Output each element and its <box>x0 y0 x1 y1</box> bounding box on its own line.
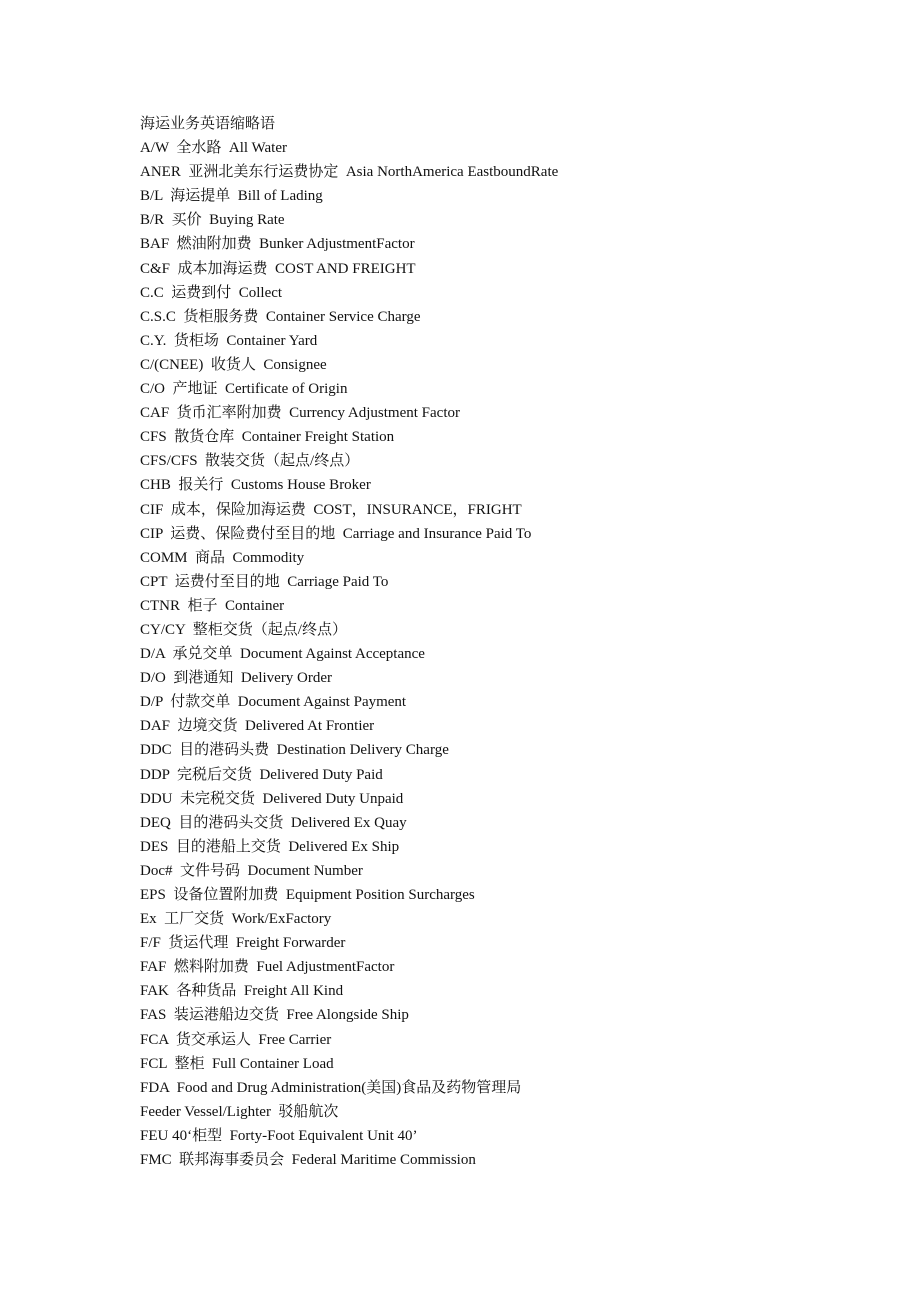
glossary-entry: FAF 燃料附加费 Fuel AdjustmentFactor <box>140 959 395 976</box>
glossary-entry: CIP 运费、保险费付至目的地 Carriage and Insurance Paid To <box>140 525 532 542</box>
glossary-entry: Feeder Vessel/Lighter 驳船航次 <box>140 1103 339 1120</box>
glossary-entry: BAF 燃油附加费 Bunker AdjustmentFactor <box>140 236 415 253</box>
glossary-entry: FAK 各种货品 Freight All Kind <box>140 983 344 1000</box>
glossary-entry: CY/CY 整柜交货（起点/终点） <box>140 621 347 638</box>
glossary-entry: A/W 全水路 All Water <box>140 140 287 157</box>
document-title: 海运业务英语缩略语 <box>140 116 276 132</box>
glossary-entry: C/(CNEE) 收货人 Consignee <box>140 356 327 373</box>
glossary-entry: C&F 成本加海运费 COST AND FREIGHT <box>140 260 416 277</box>
glossary-entry: Doc# 文件号码 Document Number <box>140 862 363 879</box>
glossary-entry: FCL 整柜 Full Container Load <box>140 1055 334 1072</box>
glossary-entry: C.C 运费到付 Collect <box>140 284 283 301</box>
glossary-entry: C.Y. 货柜场 Container Yard <box>140 332 318 349</box>
glossary-entry: DDP 完税后交货 Delivered Duty Paid <box>140 766 383 783</box>
glossary-entry: C.S.C 货柜服务费 Container Service Charge <box>140 308 421 325</box>
glossary-entry: CIF 成本，保险加海运费 COST，INSURANCE，FRIGHT <box>140 501 522 518</box>
glossary-entry: DDC 目的港码头费 Destination Delivery Charge <box>140 742 449 759</box>
glossary-entry: FAS 装运港船边交货 Free Alongside Ship <box>140 1007 409 1024</box>
glossary-entry: CFS/CFS 散装交货（起点/终点） <box>140 453 360 470</box>
glossary-entry: CAF 货币汇率附加费 Currency Adjustment Factor <box>140 405 460 422</box>
glossary-entry: CFS 散货仓库 Container Freight Station <box>140 429 395 446</box>
glossary-entry: DAF 边境交货 Delivered At Frontier <box>140 718 375 735</box>
glossary-entry: FDA Food and Drug Administration(美国)食品及药物管理局 <box>140 1079 522 1096</box>
glossary-entry: EPS 设备位置附加费 Equipment Position Surcharges <box>140 887 475 903</box>
glossary-entry: CTNR 柜子 Container <box>140 597 285 614</box>
glossary-entry: B/L 海运提单 Bill of Lading <box>140 188 323 205</box>
glossary-entry: Ex 工厂交货 Work/ExFactory <box>140 911 332 928</box>
glossary-entry: D/P 付款交单 Document Against Payment <box>140 694 407 711</box>
glossary-entry: CHB 报关行 Customs House Broker <box>140 477 371 494</box>
glossary-entry: C/O 产地证 Certificate of Origin <box>140 381 348 398</box>
glossary-entry: FCA 货交承运人 Free Carrier <box>140 1031 332 1048</box>
glossary-entry: ANER 亚洲北美东行运费协定 Asia NorthAmerica EastboundRate <box>140 164 559 181</box>
glossary-entry: COMM 商品 Commodity <box>140 549 305 566</box>
glossary-entry: B/R 买价 Buying Rate <box>140 212 285 229</box>
glossary-entry: FEU 40‘柜型 Forty-Foot Equivalent Unit 40’ <box>140 1127 418 1144</box>
glossary-entry: D/O 到港通知 Delivery Order <box>140 670 333 687</box>
glossary-entry: DES 目的港船上交货 Delivered Ex Ship <box>140 838 400 855</box>
glossary-entry: CPT 运费付至目的地 Carriage Paid To <box>140 573 389 590</box>
glossary-entry: DDU 未完税交货 Delivered Duty Unpaid <box>140 790 404 807</box>
glossary-entry: DEQ 目的港码头交货 Delivered Ex Quay <box>140 814 407 831</box>
glossary-entry: FMC 联邦海事委员会 Federal Maritime Commission <box>140 1152 476 1169</box>
glossary-entry: F/F 货运代理 Freight Forwarder <box>140 935 346 952</box>
glossary-entry: D/A 承兑交单 Document Against Acceptance <box>140 646 425 663</box>
document-body <box>140 112 880 1172</box>
